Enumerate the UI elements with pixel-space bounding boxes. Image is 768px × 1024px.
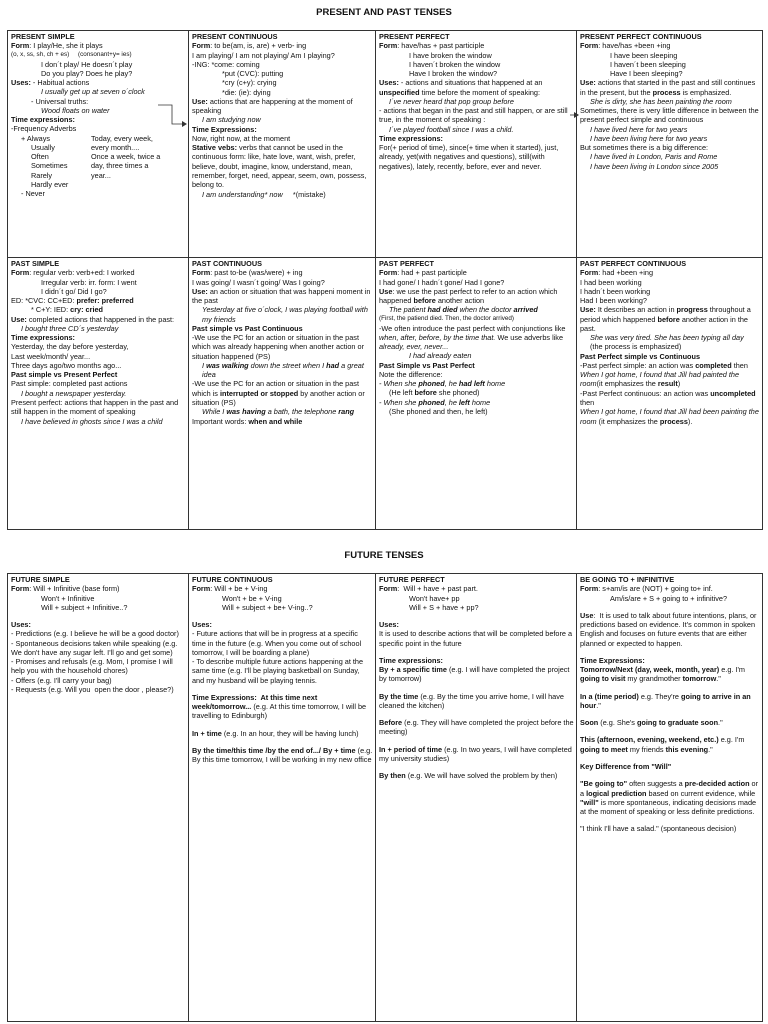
question-form: Will + S + have + pp?	[409, 602, 479, 612]
simple-emphasis: completed	[695, 360, 732, 370]
example: I have been living here for two years	[590, 133, 708, 143]
form-label: Form	[11, 584, 30, 594]
present-continuous-title: PRESENT CONTINUOUS	[192, 32, 278, 41]
spelling-rules: (o, x, ss, sh, ch + es) (consonant+y= ies)	[11, 50, 132, 58]
time-expression-label: In a (time period)	[580, 691, 639, 701]
ing-rule: *put (CVC): putting	[222, 69, 284, 79]
cell-future-simple	[8, 574, 189, 1022]
continuous-note: -Past Perfect continuous: an action was	[580, 388, 711, 398]
simple-example-note: (it emphasizes the	[596, 379, 658, 389]
time-expressions-label: Time Expressions: At this time next week/tomorrow...	[192, 692, 320, 712]
uses-habit: - Habitual actions	[30, 78, 90, 88]
simple-example-emphasis: result	[657, 379, 678, 389]
time-expressions-label: Time expressions:	[11, 333, 75, 343]
time-expression-example: (e.g. They will have completed the project before the meeting)	[379, 718, 576, 737]
use-label: Use	[379, 286, 393, 296]
kd-emphasis: "Be going to"	[580, 779, 628, 789]
example-part: , he	[444, 379, 459, 389]
comparison-rule-1: -We use the PC for an action or situation in the past which was already happening when another action or situation happened (PS)	[192, 333, 367, 361]
example-part: home	[484, 379, 506, 389]
example-emphasis: had left	[458, 379, 485, 389]
important-words: when and while	[248, 416, 303, 426]
simple-note: -Past perfect simple: an action was	[580, 360, 696, 370]
example-part: a bath, the telephone	[265, 407, 339, 417]
use-label: Use:	[11, 314, 27, 324]
adverb-item: Sometimes	[31, 161, 68, 171]
uses-text: time before the moment of speaking:	[419, 87, 541, 97]
form-example: Had I been working?	[580, 296, 647, 306]
example-part: my friends	[627, 744, 666, 754]
use-label: Use:	[580, 305, 596, 315]
comparison-rule-2: by another action or situation (PS)	[192, 388, 367, 407]
kd-text: is more spontaneous, indicating decisions made at the moment of speaking or less definite predictions.	[580, 797, 759, 817]
form-label: Form	[379, 41, 398, 51]
form-label: Form	[580, 268, 599, 278]
ed-rule-example: prefer: preferred	[76, 296, 134, 306]
kd-text: often suggests a	[627, 779, 685, 789]
adverb-item: Usually	[31, 142, 55, 152]
uses-label: Uses:	[379, 78, 399, 88]
form-example: I had been working	[580, 277, 642, 287]
use-item: - Promises and refusals (e.g. Mom, I promise I will help you with the household chores)	[11, 657, 175, 676]
adverb-item: Rarely	[31, 170, 53, 180]
difference-note: Sometimes, there is very little difference in between the present perfect simple and continuous	[580, 106, 761, 125]
use-text: throughout a period which happened	[580, 305, 753, 324]
time-expressions-example: (e.g. At this time tomorrow, I will be travelling to Edinburgh)	[192, 702, 369, 721]
time-expression-label: Soon	[580, 718, 599, 728]
time-expression-label: Before	[379, 718, 403, 728]
use-text: : It is used to talk about future intentions, plans, or predictions based on evidence. It's common in spoken English and focuses on future events that are either planned or expected to happen.	[580, 610, 759, 648]
form-example: I have broken the window	[409, 50, 492, 60]
heading-future: FUTURE TENSES	[344, 550, 424, 561]
example-part: a great idea	[202, 360, 366, 380]
cy-rule-example: cry: cried	[70, 305, 103, 315]
example-part: I	[202, 360, 207, 370]
time-expression-example: (e.g. By the time you arrive home, I will have cleaned the kitchen)	[379, 691, 566, 710]
key-difference-label: Key Difference from "Will"	[580, 761, 672, 771]
time-expressions-label: Time expressions:	[379, 133, 443, 143]
form-example: I haven´t broken the window	[409, 59, 501, 69]
cell-going-to	[577, 574, 763, 1022]
use-item: - Offers (e.g. I'll carry your bag)	[11, 675, 112, 685]
uses-example-2: I´ve played football since I was a child.	[389, 124, 514, 134]
uses-text-2: - actions that began in the past and still happen, or are still true, in the moment of speaking :	[379, 106, 570, 125]
use-emphasis: before	[657, 314, 680, 324]
example-part: down the street when I	[248, 360, 327, 370]
freq-example: Today, every week,	[91, 133, 153, 143]
use-text: It describes an action in	[595, 305, 677, 315]
time-expression: Yesterday, the day before yesterday,	[11, 342, 129, 352]
form-text: : have/has +been +ing	[598, 41, 671, 51]
use-item: - Spontaneous decisions taken while speaking (e.g. We don't have any sugar left. I'll go and get some)	[11, 638, 180, 657]
example-part: The patient	[389, 305, 428, 315]
time-expressions-label: Time expressions:	[379, 655, 443, 665]
stative-label: Stative vebs:	[192, 143, 238, 153]
simple-example: When I got home, I found that Jill had painted the room	[580, 370, 742, 389]
form-text: : Will + be + V-ing	[210, 584, 268, 594]
already-example: I had already eaten	[409, 351, 472, 361]
cell-future-continuous	[189, 574, 376, 1022]
conjunction-note: -We often introduce the past perfect with conjunctions like	[379, 323, 568, 333]
form-label: Form	[379, 584, 398, 594]
form-text: : regular verb: verb+ed: I worked	[29, 268, 135, 278]
kd-emphasis: pre-decided action	[684, 779, 750, 789]
time-expression-example: (e.g. In two years, I will have completed my university studies)	[379, 744, 574, 763]
ing-rule: *cry (c+y): crying	[222, 78, 277, 88]
example-part: ."	[718, 718, 723, 728]
example-part: e.g. I'm	[719, 665, 747, 675]
use-label: Use:	[192, 286, 208, 296]
example-emphasis: going to graduate soon	[636, 718, 719, 728]
negative-form: Won't have+ pp	[409, 593, 460, 603]
past-simple-title: PAST SIMPLE	[11, 259, 60, 268]
example-part: home	[469, 397, 491, 407]
heading-present-past: PRESENT AND PAST TENSES	[316, 7, 452, 18]
example-part: my grandmother	[625, 674, 683, 684]
past-simple-example: I bought a newspaper yesterday.	[21, 388, 127, 398]
form-text: : to be(am, is, are) + verb- ing	[210, 41, 307, 51]
example-part: when the doctor	[457, 305, 514, 315]
example-part: While I	[202, 407, 227, 417]
example-emphasis: had	[326, 360, 340, 370]
present-perfect-title: PRESENT PERFECT	[379, 32, 450, 41]
form-text: : have/has + past participle	[397, 41, 485, 51]
example-part: - When she	[379, 397, 419, 407]
use-text: another action in the past.	[580, 314, 750, 333]
ppc-title: PRESENT PERFECT CONTINUOUS	[580, 32, 702, 41]
form-text: : I play/He, she it plays	[29, 41, 103, 51]
example: I have lived here for two years	[590, 124, 688, 134]
by-the-time-example: (e.g. By this time tomorrow, I will be working in my new office	[192, 745, 375, 765]
use-emphasis: process	[652, 87, 681, 97]
ing-rule: *die: (ie): dying	[222, 87, 271, 97]
continuous-note: then	[580, 388, 758, 407]
form-label: Form	[192, 41, 211, 51]
form-text: : s+am/is are (NOT) + going to+ inf.	[598, 584, 713, 594]
time-expressions: For(+ period of time), since(+ time when it started), just, already, yet(with negatives and questions), still(with negatives), lately, recently, before, ever and never.	[379, 143, 561, 171]
use-text: another action	[435, 296, 485, 306]
form-example: Have I been sleeping?	[610, 69, 683, 79]
use-label: Use:	[580, 78, 596, 88]
uses-label: Uses:	[192, 620, 212, 630]
past-continuous-title: PAST CONTINUOUS	[192, 259, 262, 268]
time-expression-label: In + period of time	[379, 744, 443, 754]
adverb-item: + Always	[21, 133, 50, 143]
use-text: actions that are happening at the moment of speaking	[192, 96, 355, 116]
present-perfect-example: I have believed in ghosts since I was a child	[21, 416, 163, 426]
adverb-item: Often	[31, 152, 49, 162]
form-label: Form	[580, 41, 599, 51]
frequency-adverbs: -Frequency Adverbs	[11, 124, 77, 134]
going-to-title: BE GOING TO + INFINITIVE	[580, 575, 675, 584]
example-emphasis: this evening	[665, 744, 709, 754]
use-emphasis: before	[413, 296, 436, 306]
truths-example: Wood floats on water	[41, 105, 110, 115]
future-continuous-title: FUTURE CONTINUOUS	[192, 575, 273, 584]
use-emphasis: progress	[676, 305, 708, 315]
past-simple-note: Past simple: completed past actions	[11, 379, 128, 389]
uses-label: Uses:	[11, 620, 31, 630]
time-expression-example: (e.g. I will have completed the project by tomorrow)	[379, 665, 572, 684]
comparison-label: Past simple vs Past Continuous	[192, 323, 303, 333]
use-item: It is used to describe actions that will be completed before a specific point in the future	[379, 629, 575, 648]
important-words-label: Important words:	[192, 416, 249, 426]
continuous-example: When I got home, I found that Jill had been painting the room	[580, 407, 761, 426]
use-note: (First, the patiend died. Then, the doctor arrived)	[379, 314, 514, 322]
time-expressions-label: Time Expressions:	[192, 124, 257, 134]
uses-label: Uses:	[11, 78, 31, 88]
past-perfect-title: PAST PERFECT	[379, 259, 435, 268]
time-expressions-label: Time expressions:	[11, 115, 75, 125]
time-expression: Last week/month/ year...	[11, 351, 91, 361]
example-part: ."	[716, 674, 721, 684]
use-example: She was very tired. She has been typing all day	[590, 333, 744, 343]
form-text: : had + past participle	[397, 268, 467, 278]
habit-example: I usually get up at seven o´clock	[41, 87, 145, 97]
example-part: , he	[444, 397, 459, 407]
example-emphasis: rang	[338, 407, 355, 417]
example-emphasis: going to visit	[580, 674, 626, 684]
cell-future-perfect	[376, 574, 577, 1022]
ppc-past-title: PAST PERFECT CONTINUOUS	[580, 259, 687, 268]
time-expression: Three days ago/two months ago...	[11, 360, 122, 370]
ed-rule: ED: *CVC: CC+ED:	[11, 296, 77, 306]
form-label: Form	[11, 41, 30, 51]
kd-emphasis: logical prediction	[586, 788, 647, 798]
conjunctions: when, after, before, by the time that.	[379, 332, 496, 342]
use-example: She is dirty, she has been painting the room	[590, 96, 732, 106]
neg-question-forms: I didn´t go/ Did I go?	[41, 286, 107, 296]
example-emphasis: was having	[226, 407, 266, 417]
neg-question-forms: I am playing/ I am not playing/ Am I playing?	[192, 50, 335, 60]
form-example: I haven´t been sleeping	[610, 59, 686, 69]
negative-form: Won't + be + V-ing	[222, 593, 282, 603]
note-emphasis: before	[414, 388, 437, 398]
use-text: actions that started in the past and still continues in the present, but the	[580, 78, 758, 97]
freq-example: Once a week, twice a	[91, 152, 161, 162]
example-emphasis: phoned	[418, 379, 445, 389]
time-expression-label: By + a specific time	[379, 665, 447, 675]
form-label: Form	[379, 268, 398, 278]
form-label: Form	[192, 584, 211, 594]
example-part: ."	[708, 744, 713, 754]
form-text: : past to-be (was/were) + ing	[210, 268, 303, 278]
continuous-example-note: ).	[687, 416, 693, 426]
future-perfect-title: FUTURE PERFECT	[379, 575, 445, 584]
example-part: e.g. I'm	[718, 735, 747, 745]
example: I have lived in London, Paris and Rome	[590, 152, 718, 162]
form-text: : Will + Infinitive (base form)	[29, 584, 120, 594]
time-expression-label: By the time	[379, 691, 419, 701]
example-emphasis: left	[458, 397, 470, 407]
use-note: (the process is emphasized)	[590, 342, 682, 352]
time-expressions: Now, right now, at the moment	[192, 133, 291, 143]
comparison-label: Past Simple vs Past Perfect	[379, 360, 475, 370]
comparison-rule-2: -We use the PC for an action or situation in the past which is	[192, 379, 362, 398]
simple-note: then	[731, 360, 748, 370]
freq-example: day, three times a	[91, 161, 149, 171]
rule-emphasis: interrupted or stopped	[219, 388, 299, 398]
cy-rule: * C+Y: IED:	[31, 305, 71, 315]
freq-example: every month....	[91, 142, 140, 152]
continuous-example-emphasis: process	[659, 416, 688, 426]
use-example: Yesterday at five o´clock, I was playing football with my friends	[202, 305, 370, 324]
example-part: ."	[596, 700, 601, 710]
comparison-label: Past simple vs Present Perfect	[11, 370, 118, 380]
arrow-icon	[574, 112, 579, 118]
comparison-label: Past Perfect simple vs Continuous	[580, 351, 701, 361]
salad-example: "I think I'll have a salad." (spontaneous decision)	[580, 824, 737, 834]
form-example: I have been sleeping	[610, 50, 678, 60]
note-part: she phoned)	[436, 388, 480, 398]
in-time-example: (e.g. In an hour, they will be having lunch)	[221, 728, 359, 738]
continuous-emphasis: uncompleted	[710, 388, 756, 398]
use-text: an action or situation that was happeni moment in the past	[192, 286, 373, 306]
use-example: I bought three CD´s yesterday	[21, 323, 119, 333]
form-label: Form	[11, 268, 30, 278]
arrow-group	[158, 105, 579, 127]
negative-form: Won't + Infinitive	[41, 593, 95, 603]
simple-example-note: )	[677, 379, 681, 389]
use-text: : we use the past perfect to refer to an action which happened	[379, 286, 560, 306]
universal-truths: - Universal truths:	[31, 96, 89, 106]
uses-text: - actions and situations that happened at an	[398, 78, 545, 88]
difference-note: Note the difference:	[379, 369, 443, 379]
question-form: Am/is/are + S + going to + infinitive?	[610, 593, 728, 603]
big-difference: But sometimes there is a big difference:	[580, 143, 709, 153]
irregular-form: Irregular verb: irr. form: I went	[41, 277, 137, 287]
time-expression-label: Tomorrow/Next (day, week, month, year)	[580, 665, 720, 675]
use-text: is emphasized.	[680, 87, 732, 97]
use-item: - Future actions that will be in progress at a specific time in the future (e.g. When you come out of school tomorrow, I will be boarding a plane)	[192, 629, 364, 657]
present-simple-title: PRESENT SIMPLE	[11, 32, 75, 41]
form-label: Form	[580, 584, 599, 594]
adverb-note: We use adverbs like	[495, 332, 566, 342]
uses-label: Uses:	[379, 620, 399, 630]
arrow-icon	[158, 105, 186, 124]
form-text: : had +been +ing	[598, 268, 654, 278]
use-label: Use	[580, 610, 594, 620]
question-form: Will + subject + be+ V-ing..?	[222, 602, 313, 612]
in-time-label: In + time	[192, 728, 222, 738]
kd-emphasis: "will"	[580, 797, 599, 807]
continuous-example-note: (it emphasizes the	[596, 416, 660, 426]
form-label: Form	[192, 268, 211, 278]
example-part: e.g. They're	[638, 691, 682, 701]
question-form: Do you play? Does he play?	[41, 68, 133, 78]
example: I have been living in London since 2005	[590, 161, 719, 171]
time-expression-label: This (afternoon, evening, weekend, etc.)	[580, 735, 719, 745]
use-item: - Requests (e.g. Will you open the door , please?)	[11, 684, 174, 694]
use-example: I am studying now	[202, 115, 261, 125]
neg-question-forms: I had gone/ I hadn´t gone/ Had I gone?	[379, 277, 505, 287]
freq-example: year...	[91, 170, 111, 180]
mistake-example: I am understanding* now	[202, 189, 283, 199]
form-text: : Will + have + past part.	[397, 584, 478, 594]
example-emphasis: was walking	[206, 360, 249, 370]
time-expression-label: By then	[379, 771, 406, 781]
example-part: (e.g. She's	[598, 718, 637, 728]
present-perfect-note: Present perfect: actions that happen in the past and still happen in the moment of speaking	[11, 397, 181, 417]
stative-text: verbs that cannot be used in the continuous form: like, hate love, want, wish, prefer, believe, doubt, imagine, know, understand, mean, remember, forget, need, appear, seem, own, possess, belong to.	[192, 143, 369, 190]
future-table	[7, 573, 763, 1022]
use-item: - Predictions (e.g. I believe he will be a good doctor)	[11, 629, 179, 639]
form-example: Have I broken the window?	[409, 69, 498, 79]
note: (She phoned and then, he left)	[389, 406, 488, 416]
example-emphasis: arrived	[513, 305, 538, 315]
kd-text: based on current evidence, while	[646, 788, 758, 798]
form-example: I hadn´t been working	[580, 286, 651, 296]
use-item: - To describe multiple future actions happening at the same time (e.g. I'll be playing basketball on Sunday, and my husband will be playing tennis.	[192, 657, 366, 685]
time-expressions-label: Time Expressions:	[580, 655, 645, 665]
adverb-item: - Never	[21, 189, 45, 199]
adverb-item: Hardly ever	[31, 179, 69, 189]
kd-text: or a	[580, 779, 761, 798]
note-part: (He left	[389, 388, 415, 398]
uses-example: I´ve never heard that pop group before	[389, 96, 514, 106]
example-emphasis: going to meet	[580, 744, 628, 754]
use-label: Use:	[192, 96, 208, 106]
example-emphasis: had died	[427, 305, 458, 315]
adverbs: already, ever, never...	[379, 342, 449, 352]
uses-emphasis: unspecified	[379, 87, 420, 97]
question-form: Will + subject + Infinitive..?	[41, 602, 128, 612]
time-expression-example: (e.g. We will have solved the problem by then)	[405, 771, 558, 781]
example-part: - When she	[379, 379, 419, 389]
future-simple-title: FUTURE SIMPLE	[11, 575, 70, 584]
use-text: completed actions that happened in the past:	[26, 314, 175, 324]
example-emphasis: phoned	[418, 397, 445, 407]
ing-rule: -ING: *come: coming	[192, 59, 260, 69]
arrow-icon	[182, 121, 187, 127]
negative-form: I don´t play/ He doesn´t play	[41, 59, 133, 69]
by-the-time-label: By the time/this time /by the end of.../ By + time	[192, 745, 356, 755]
mistake-note: *(mistake)	[282, 189, 326, 199]
example-emphasis: going to arrive in an hour	[580, 691, 753, 710]
example-emphasis: tomorrow	[682, 674, 717, 684]
neg-question-forms: I was going/ I wasn´t going/ Was I going?	[192, 277, 325, 287]
